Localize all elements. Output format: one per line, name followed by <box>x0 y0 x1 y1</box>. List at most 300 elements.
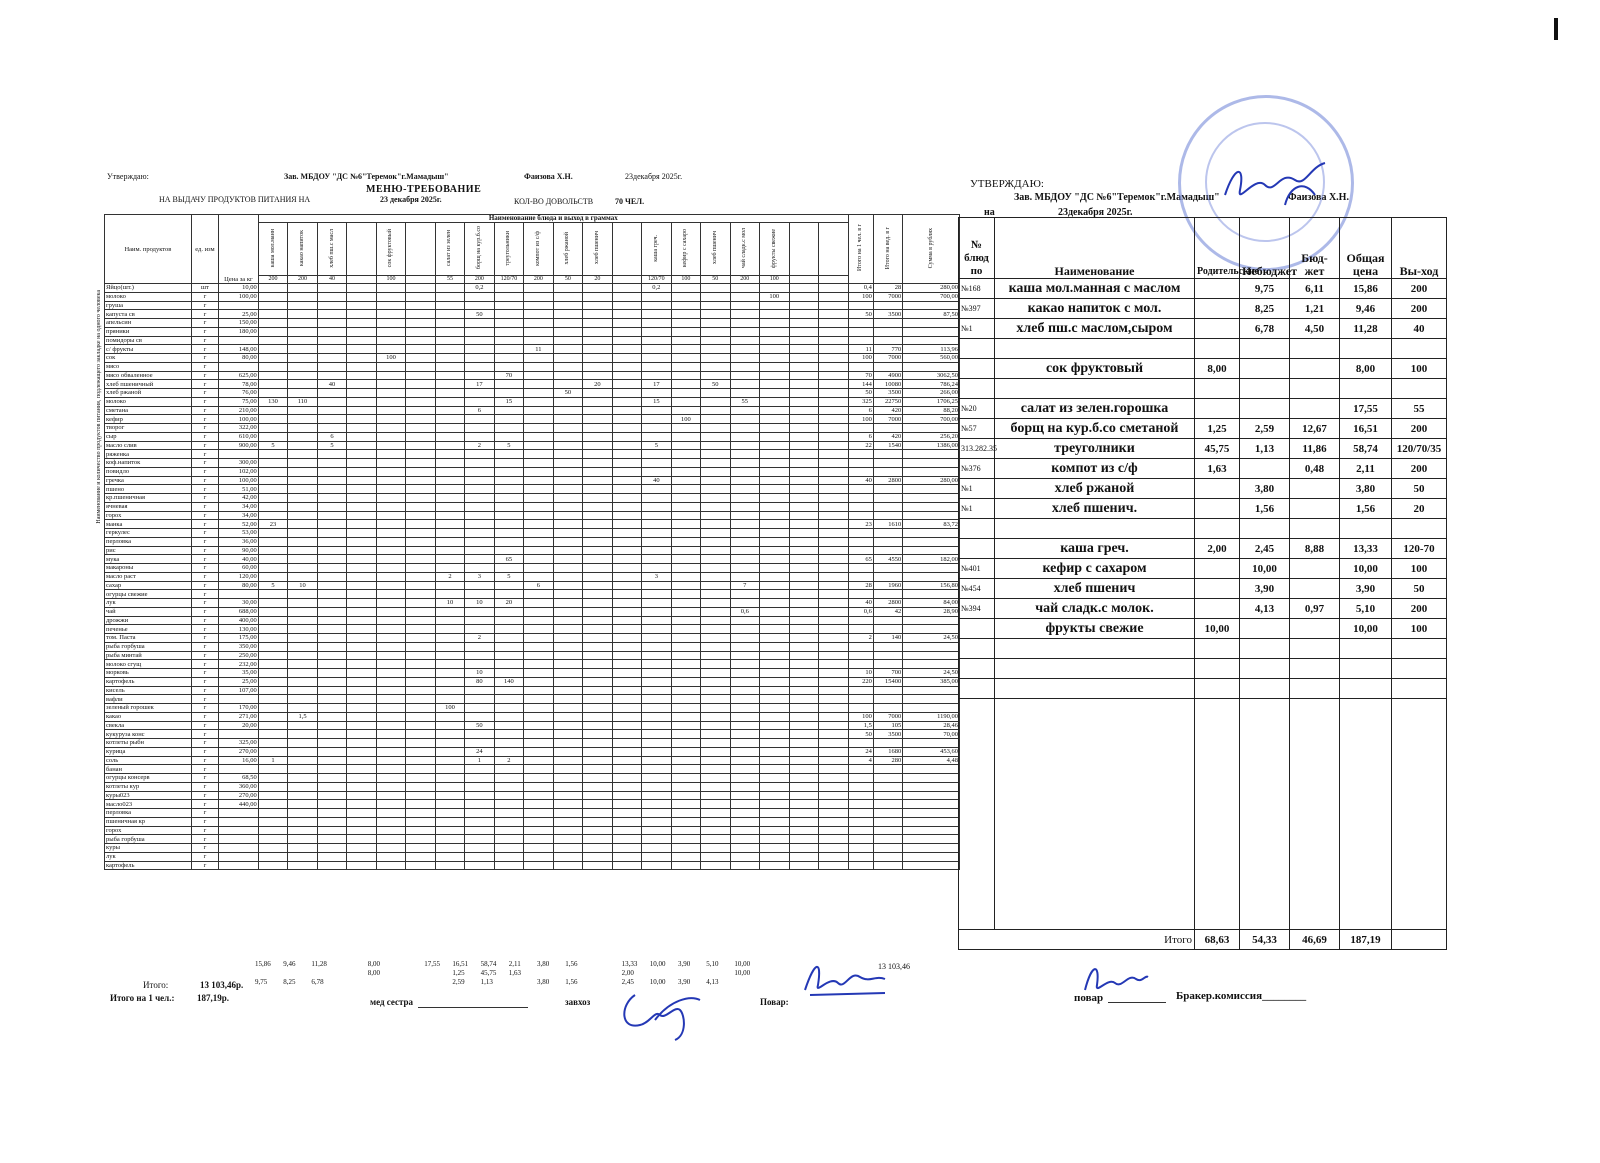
row-sum: 700,00 <box>903 292 960 301</box>
dish-qty <box>789 511 818 520</box>
dish-qty <box>494 529 523 538</box>
dish-qty <box>406 415 435 424</box>
dish-qty <box>671 739 700 748</box>
product-price: 170,00 <box>219 704 259 713</box>
row-sum: 385,00 <box>903 677 960 686</box>
menu-row <box>959 279 1447 299</box>
product-unit: г <box>191 677 218 686</box>
dish-qty <box>435 861 464 870</box>
dish-qty <box>612 319 641 328</box>
dish-qty <box>789 494 818 503</box>
dish-qty <box>376 494 405 503</box>
dish-qty <box>642 319 671 328</box>
dish-qty <box>760 712 789 721</box>
dish-qty <box>347 774 376 783</box>
dish-qty <box>435 450 464 459</box>
dish-qty <box>730 704 759 713</box>
product-price: 102,00 <box>219 467 259 476</box>
dish-name: каша греч. <box>995 539 1195 559</box>
product-row <box>105 459 960 468</box>
dish-qty <box>612 730 641 739</box>
dish-qty <box>347 380 376 389</box>
product-unit: г <box>191 747 218 756</box>
dish-qty <box>583 677 612 686</box>
dish-qty <box>819 564 849 573</box>
dish-qty <box>524 774 553 783</box>
dish-qty <box>789 432 818 441</box>
dish-qty <box>524 809 553 818</box>
dish-total-value: 3,90 <box>678 978 691 986</box>
dish-qty <box>671 511 700 520</box>
product-unit: г <box>191 450 218 459</box>
dish-qty <box>730 459 759 468</box>
dish-qty <box>494 634 523 643</box>
dish-qty <box>406 319 435 328</box>
dish-number: №20 <box>959 399 995 419</box>
dish-qty <box>642 642 671 651</box>
dish-qty <box>612 362 641 371</box>
dish-qty <box>406 354 435 363</box>
dish-qty <box>347 389 376 398</box>
dish-qty <box>789 406 818 415</box>
dish-qty <box>671 634 700 643</box>
dish-qty <box>819 354 849 363</box>
dish-qty <box>435 686 464 695</box>
dish-name: фрукты свежие <box>770 228 777 268</box>
dish-output <box>1392 339 1447 359</box>
dish-qty <box>819 634 849 643</box>
dish-qty <box>376 739 405 748</box>
parent-price <box>1195 319 1240 339</box>
total-qty: 420 <box>873 406 902 415</box>
per1-qty: 220 <box>848 677 873 686</box>
product-name: рыба горбуша <box>105 835 192 844</box>
dish-qty <box>789 424 818 433</box>
dish-qty <box>258 415 287 424</box>
dish-qty <box>317 739 346 748</box>
dish-qty <box>406 800 435 809</box>
dish-qty <box>553 852 582 861</box>
dish-qty <box>760 695 789 704</box>
product-row <box>105 406 960 415</box>
product-row <box>105 669 960 678</box>
dish-qty <box>760 861 789 870</box>
dish-qty <box>347 852 376 861</box>
product-name: печенье <box>105 625 192 634</box>
dish-qty <box>583 432 612 441</box>
dish-qty <box>819 826 849 835</box>
dish-qty <box>671 581 700 590</box>
dish-qty <box>494 642 523 651</box>
dish-name: борщ на кур.б.со <box>475 226 482 270</box>
dish-qty <box>789 485 818 494</box>
dish-qty <box>435 791 464 800</box>
issue-date: 23 декабря 2025г. <box>380 195 442 204</box>
dish-qty <box>258 660 287 669</box>
dish-qty <box>760 537 789 546</box>
dish-qty <box>583 572 612 581</box>
menu-total-label: Итого <box>959 930 1195 950</box>
dish-qty <box>317 476 346 485</box>
dish-qty <box>288 476 317 485</box>
menu-total-price: 187,19 <box>1340 930 1392 950</box>
dish-qty <box>701 336 730 345</box>
dish-qty <box>701 310 730 319</box>
dish-qty <box>789 336 818 345</box>
dish-qty: 24 <box>465 747 494 756</box>
dish-qty <box>701 651 730 660</box>
dish-name: кефир с сахаром <box>995 559 1195 579</box>
dish-qty <box>730 502 759 511</box>
dish-qty <box>494 362 523 371</box>
dish-number <box>959 679 995 699</box>
product-price: 271,00 <box>219 712 259 721</box>
dish-qty <box>789 616 818 625</box>
dish-qty <box>376 319 405 328</box>
dish-qty <box>583 581 612 590</box>
dish-qty <box>553 817 582 826</box>
dish-qty <box>347 651 376 660</box>
dish-qty <box>553 327 582 336</box>
dish-name: компот из с/ф <box>995 459 1195 479</box>
dish-qty <box>288 695 317 704</box>
dish-qty <box>317 502 346 511</box>
dish-qty <box>583 590 612 599</box>
dish-qty <box>583 844 612 853</box>
product-unit: г <box>191 599 218 608</box>
dish-qty <box>288 607 317 616</box>
dish-number: №1 <box>959 499 995 519</box>
dish-qty <box>465 651 494 660</box>
dish-output: 40 <box>1392 319 1447 339</box>
per1-qty <box>848 642 873 651</box>
dish-name: сок фруктовый <box>995 359 1195 379</box>
product-name: геркулес <box>105 529 192 538</box>
dish-qty <box>671 669 700 678</box>
dish-qty <box>612 651 641 660</box>
dish-qty <box>258 537 287 546</box>
dish-qty <box>671 502 700 511</box>
row-sum: 4,48 <box>903 756 960 765</box>
dish-output <box>1392 379 1447 399</box>
dish-qty <box>465 844 494 853</box>
dish-qty <box>701 284 730 293</box>
dish-qty <box>435 642 464 651</box>
dish-qty <box>789 572 818 581</box>
total-qty <box>873 852 902 861</box>
dish-qty <box>347 826 376 835</box>
dish-name: чай сладк.с мол <box>741 227 748 269</box>
dish-qty <box>701 319 730 328</box>
dish-qty <box>642 345 671 354</box>
budget-price: 4,50 <box>1290 319 1340 339</box>
dish-number <box>959 339 995 359</box>
dish-qty <box>494 520 523 529</box>
product-name: горох <box>105 826 192 835</box>
dish-qty <box>317 336 346 345</box>
dish-qty <box>317 424 346 433</box>
dish-qty <box>494 292 523 301</box>
dish-qty <box>347 485 376 494</box>
dish-qty <box>435 695 464 704</box>
row-sum <box>903 651 960 660</box>
dish-qty <box>760 572 789 581</box>
product-row <box>105 852 960 861</box>
dish-qty <box>730 327 759 336</box>
dish-qty <box>494 537 523 546</box>
dish-qty <box>671 362 700 371</box>
dish-qty <box>317 686 346 695</box>
dish-qty <box>701 467 730 476</box>
dish-qty <box>435 415 464 424</box>
dish-qty <box>760 362 789 371</box>
menu-total-nonbudget: 54,33 <box>1240 930 1290 950</box>
total-qty: 10080 <box>873 380 902 389</box>
menu-row <box>959 379 1447 399</box>
product-name: хлеб ржаной <box>105 389 192 398</box>
dish-qty <box>376 406 405 415</box>
dish-qty <box>494 809 523 818</box>
product-unit: г <box>191 800 218 809</box>
per1-qty <box>848 467 873 476</box>
dish-qty <box>258 590 287 599</box>
dish-qty <box>258 284 287 293</box>
dish-qty <box>642 415 671 424</box>
dish-name-cell <box>701 223 730 276</box>
dish-qty <box>435 336 464 345</box>
total-price <box>1340 639 1392 659</box>
dish-qty <box>730 537 759 546</box>
dish-qty <box>789 747 818 756</box>
dish-qty <box>465 686 494 695</box>
dish-qty <box>701 809 730 818</box>
product-price: 360,00 <box>219 782 259 791</box>
dish-qty <box>317 467 346 476</box>
dish-total-value: 1,25 <box>452 969 465 977</box>
total-qty <box>873 625 902 634</box>
dish-qty <box>760 730 789 739</box>
dish-qty <box>258 502 287 511</box>
dish-qty <box>701 844 730 853</box>
dish-qty <box>524 459 553 468</box>
dish-qty <box>789 704 818 713</box>
dish-qty <box>553 599 582 608</box>
dish-qty: 10 <box>465 669 494 678</box>
dish-qty: 1,5 <box>288 712 317 721</box>
dish-qty <box>435 590 464 599</box>
dish-qty <box>317 301 346 310</box>
per1-qty <box>848 686 873 695</box>
dish-qty <box>347 406 376 415</box>
total-price <box>1340 339 1392 359</box>
dish-qty <box>789 371 818 380</box>
product-price: 20,00 <box>219 721 259 730</box>
dish-qty <box>258 476 287 485</box>
dish-qty <box>494 844 523 853</box>
dish-qty <box>524 765 553 774</box>
dish-qty <box>524 826 553 835</box>
dish-qty <box>553 284 582 293</box>
total-qty: 4900 <box>873 371 902 380</box>
dish-qty <box>258 677 287 686</box>
dish-qty <box>612 502 641 511</box>
menu-row <box>959 459 1447 479</box>
dish-qty <box>435 660 464 669</box>
dish-qty <box>730 590 759 599</box>
footer-total-value: 13 103,46р. <box>200 980 244 990</box>
dish-qty <box>612 537 641 546</box>
dish-qty <box>524 502 553 511</box>
dish-qty <box>553 791 582 800</box>
dish-qty <box>671 835 700 844</box>
dish-qty <box>642 459 671 468</box>
product-row <box>105 739 960 748</box>
dish-output <box>789 276 818 284</box>
dish-qty <box>612 327 641 336</box>
dish-qty <box>288 292 317 301</box>
product-name: повидло <box>105 467 192 476</box>
dish-qty <box>612 634 641 643</box>
dish-qty <box>701 441 730 450</box>
product-unit: г <box>191 782 218 791</box>
dish-name-cell <box>524 223 553 276</box>
dish-qty <box>789 826 818 835</box>
dish-qty <box>730 371 759 380</box>
dish-qty: 7 <box>730 581 759 590</box>
per1-qty: 50 <box>848 389 873 398</box>
dish-qty <box>760 424 789 433</box>
dish-qty <box>317 782 346 791</box>
dish-qty <box>347 459 376 468</box>
dish-qty <box>553 642 582 651</box>
dish-qty <box>258 599 287 608</box>
dish-qty: 20 <box>583 380 612 389</box>
dish-qty <box>524 301 553 310</box>
dish-qty <box>583 686 612 695</box>
total-qty <box>873 817 902 826</box>
product-unit: шт <box>191 284 218 293</box>
product-name: банан <box>105 765 192 774</box>
product-row <box>105 730 960 739</box>
dish-qty <box>642 765 671 774</box>
product-price: 900,00 <box>219 441 259 450</box>
row-sum: 560,00 <box>903 354 960 363</box>
dish-qty <box>789 441 818 450</box>
dish-qty <box>819 459 849 468</box>
dish-qty <box>642 354 671 363</box>
product-name: лук <box>105 852 192 861</box>
dish-qty <box>288 502 317 511</box>
dish-qty <box>642 301 671 310</box>
dish-qty <box>760 774 789 783</box>
dish-qty <box>760 800 789 809</box>
menu-total-row <box>959 930 1447 950</box>
dish-qty <box>317 555 346 564</box>
product-row <box>105 747 960 756</box>
product-price <box>219 450 259 459</box>
dish-qty <box>583 555 612 564</box>
total-price: 9,46 <box>1340 299 1392 319</box>
dish-qty <box>819 642 849 651</box>
dish-qty <box>288 546 317 555</box>
dish-qty <box>760 852 789 861</box>
dish-qty <box>730 511 759 520</box>
dish-qty <box>288 301 317 310</box>
dish-qty <box>465 467 494 476</box>
dish-qty <box>347 747 376 756</box>
dish-qty <box>819 537 849 546</box>
product-row <box>105 704 960 713</box>
dish-qty <box>612 712 641 721</box>
dish-qty <box>553 607 582 616</box>
dish-qty <box>317 546 346 555</box>
dish-qty <box>553 494 582 503</box>
dish-qty <box>406 310 435 319</box>
row-sum: 453,60 <box>903 747 960 756</box>
dish-qty <box>288 774 317 783</box>
dish-qty <box>583 520 612 529</box>
nurse-sign-line <box>418 1007 528 1008</box>
dish-qty <box>789 555 818 564</box>
footer-total-label: Итого: <box>143 980 169 990</box>
dish-qty <box>553 432 582 441</box>
product-price <box>219 362 259 371</box>
dish-qty <box>376 861 405 870</box>
dish-output: 100 <box>1392 359 1447 379</box>
nonbudget-price <box>1240 679 1290 699</box>
dish-qty <box>642 730 671 739</box>
row-sum <box>903 590 960 599</box>
product-unit: г <box>191 485 218 494</box>
dish-qty <box>583 459 612 468</box>
dish-qty <box>465 774 494 783</box>
per1-qty: 50 <box>848 730 873 739</box>
dish-qty <box>583 301 612 310</box>
dish-qty <box>435 721 464 730</box>
total-qty <box>873 564 902 573</box>
total-price: 8,00 <box>1340 359 1392 379</box>
product-price: 36,00 <box>219 537 259 546</box>
product-price: 300,00 <box>219 459 259 468</box>
dish-qty <box>288 406 317 415</box>
dish-total-value: 8,00 <box>367 960 381 968</box>
dish-qty <box>642 362 671 371</box>
dish-qty <box>376 765 405 774</box>
product-name: какао <box>105 712 192 721</box>
dish-qty <box>317 642 346 651</box>
dish-qty: 15 <box>494 397 523 406</box>
per1-qty: 50 <box>848 310 873 319</box>
dish-qty <box>376 284 405 293</box>
dish-qty <box>730 669 759 678</box>
dish-name-cell <box>819 223 849 276</box>
dish-total-value: 9,75 <box>255 978 268 986</box>
dish-qty <box>524 739 553 748</box>
dish-qty <box>376 511 405 520</box>
dish-name: хлеб пшенич. <box>995 499 1195 519</box>
dish-qty <box>642 861 671 870</box>
dish-qty <box>258 861 287 870</box>
product-row <box>105 371 960 380</box>
dish-qty <box>406 301 435 310</box>
dish-qty <box>524 721 553 730</box>
dish-qty <box>819 677 849 686</box>
product-name: коф.напиток <box>105 459 192 468</box>
product-row <box>105 642 960 651</box>
product-name: ячневая <box>105 502 192 511</box>
dish-qty <box>819 651 849 660</box>
dish-qty <box>789 782 818 791</box>
